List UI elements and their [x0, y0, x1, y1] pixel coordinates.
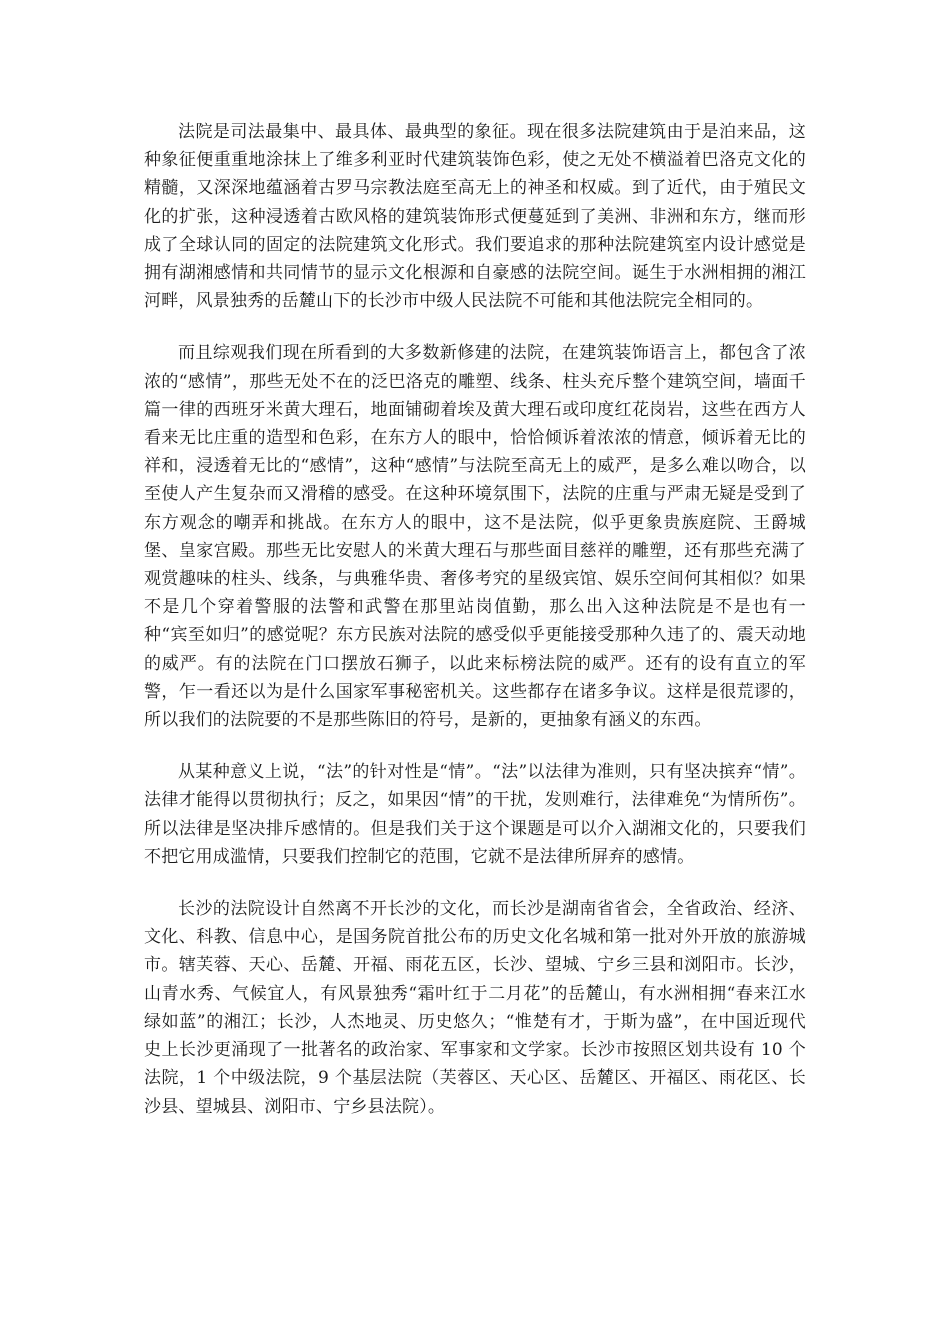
- paragraph-court-symbol: 法院是司法最集中、最具体、最典型的象征。现在很多法院建筑由于是泊来品，这种象征便重重地涂抹上了维多利亚时代建筑装饰色彩，使之无处不横溢着巴洛克文化的精髓，又深深地蕴涵着古罗马宗教法庭至高无上的神圣和权威。到了近代，由于殖民文化的扩张，这种浸透着古欧风格的建筑装饰形式便蔓延到了美洲、非洲和东方，继而形成了全球认同的固定的法院建筑文化形式。我们要追求的那种法院建筑室内设计感觉是拥有湖湘感情和共同情节的显示文化根源和自豪感的法院空间。诞生于水洲相拥的湘江河畔，风景独秀的岳麓山下的长沙市中级人民法院不可能和其他法院完全相同的。: [144, 122, 806, 312]
- paragraph-baroque-critique: 而且综观我们现在所看到的大多数新修建的法院，在建筑装饰语言上，都包含了浓浓的“感情”，那些无处不在的泛巴洛克的雕塑、线条、柱头充斥整个建筑空间，墙面千篇一律的西班牙米黄大理石，地面铺砌着埃及黄大理石或印度红花岗岩，这些在西方人看来无比庄重的造型和色彩，在东方人的眼中，恰恰倾诉着浓浓的情意，倾诉着无比的祥和，浸透着无比的“感情”，这种“感情”与法院至高无上的威严，是多么难以吻合，以至使人产生复杂而又滑稽的感受。在这种环境氛围下，法院的庄重与严肃无疑是受到了东方观念的嘲弄和挑战。在东方人的眼中，这不是法院，似乎更象贵族庭院、王爵城堡、皇家宫殿。那些无比安慰人的米黄大理石与那些面目慈祥的雕塑，还有那些充满了观赏趣味的柱头、线条，与典雅华贵、奢侈考究的星级宾馆、娱乐空间何其相似？如果不是几个穿着警服的法警和武警在那里站岗值勤，那么出入这种法院是不是也有一种“宾至如归”的感觉呢？东方民族对法院的感受似乎更能接受那种久违了的、震天动地的威严。有的法院在门口摆放石狮子，以此来标榜法院的威严。还有的设有直立的军警，乍一看还以为是什么国家军事秘密机关。这些都存在诸多争议。这样是很荒谬的，所以我们的法院要的不是那些陈旧的符号，是新的，更抽象有涵义的东西。: [144, 343, 806, 731]
- document-body: [144, 118, 806, 1145]
- paragraph-law-and-emotion: 从某种意义上说，“法”的针对性是“情”。“法”以法律为准则，只有坚决摈弃“情”。法律才能得以贯彻执行；反之，如果因“情”的干扰，发则难行，法律难免“为情所伤”。所以法律是坚决排斥感情的。但是我们关于这个课题是可以介入湖湘文化的，只要我们不把它用成滥情，只要我们控制它的范围，它就不是法律所屏弃的感情。: [144, 762, 806, 867]
- paragraph-changsha-culture: 长沙的法院设计自然离不开长沙的文化，而长沙是湖南省省会，全省政治、经济、文化、科教、信息中心，是国务院首批公布的历史文化名城和第一批对外开放的旅游城市。辖芙蓉、天心、岳麓、开福、雨花五区，长沙、望城、宁乡三县和浏阳市。长沙，山青水秀、气候宜人，有风景独秀“霜叶红于二月花”的岳麓山，有水洲相拥“春来江水绿如蓝”的湘江；长沙，人杰地灵、历史悠久；“惟楚有才，于斯为盛”，在中国近现代史上长沙更涌现了一批著名的政治家、军事家和文学家。长沙市按照区划共设有 10 个法院，1 个中级法院，9 个基层法院（芙蓉区、天心区、岳麓区、开福区、雨花区、长沙县、望城县、浏阳市、宁乡县法院）。: [144, 899, 806, 1117]
